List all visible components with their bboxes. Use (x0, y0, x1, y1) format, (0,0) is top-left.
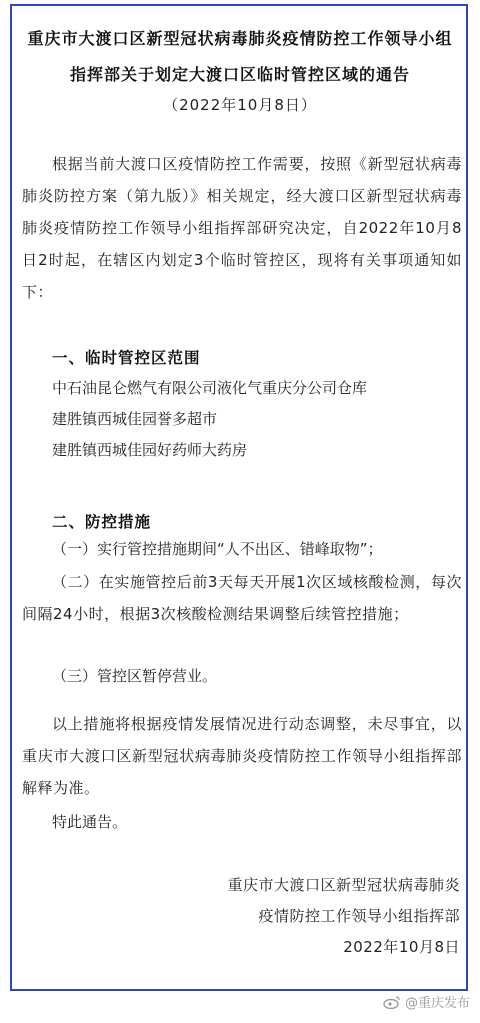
title-line-1: 重庆市大渡口区新型冠状病毒肺炎疫情防控工作领导小组 (27, 29, 453, 48)
signature-line-2: 疫情防控工作领导小组指挥部 (258, 907, 460, 925)
notice-line: 特此通告。 (52, 813, 128, 831)
intro-paragraph: 根据当前大渡口区疫情防控工作需要，按照《新型冠状病毒肺炎防控方案（第九版）》相关规定，经大渡口区新型冠状病毒肺炎疫情防控工作领导小组指挥部研究决定，自2022年10月8日2时起，在辖区内划定3个临时管控区，现将有关事项通知如下： (22, 155, 462, 301)
document-date: （2022年10月8日） (163, 96, 317, 114)
measure-item: （二）在实施管控后前3天每天开展1次区域核酸检测，每次间隔24小时，根据3次核酸检测结果调整后续管控措施； (22, 573, 462, 623)
zone-item: 建胜镇西城佳园好药师大药房 (52, 441, 248, 459)
title-line-2: 指挥部关于划定大渡口区临时管控区域的通告 (69, 65, 410, 84)
closing-paragraph: 以上措施将根据疫情发展情况进行动态调整，未尽事宜，以重庆市大渡口区新型冠状病毒肺炎疫情防控工作领导小组指挥部解释为准。 (22, 715, 462, 797)
zone-item: 中石油昆仑燃气有限公司液化气重庆分公司仓库 (52, 379, 368, 397)
weibo-watermark (383, 992, 470, 1011)
measure-item: （一）实行管控措施期间“人不出区、错峰取物”； (52, 540, 383, 558)
zone-item: 建胜镇西城佳园誉多超市 (52, 410, 218, 428)
section-2-heading: 二、防控措施 (52, 513, 152, 531)
watermark-text: @重庆发布 (404, 996, 470, 1011)
measure-item: （三）管控区暂停营业。 (52, 667, 218, 685)
weibo-icon (383, 995, 401, 1009)
section-1-heading: 一、临时管控区范围 (52, 349, 201, 367)
signature-date: 2022年10月8日 (343, 938, 460, 956)
signature-line-1: 重庆市大渡口区新型冠状病毒肺炎 (227, 876, 460, 894)
